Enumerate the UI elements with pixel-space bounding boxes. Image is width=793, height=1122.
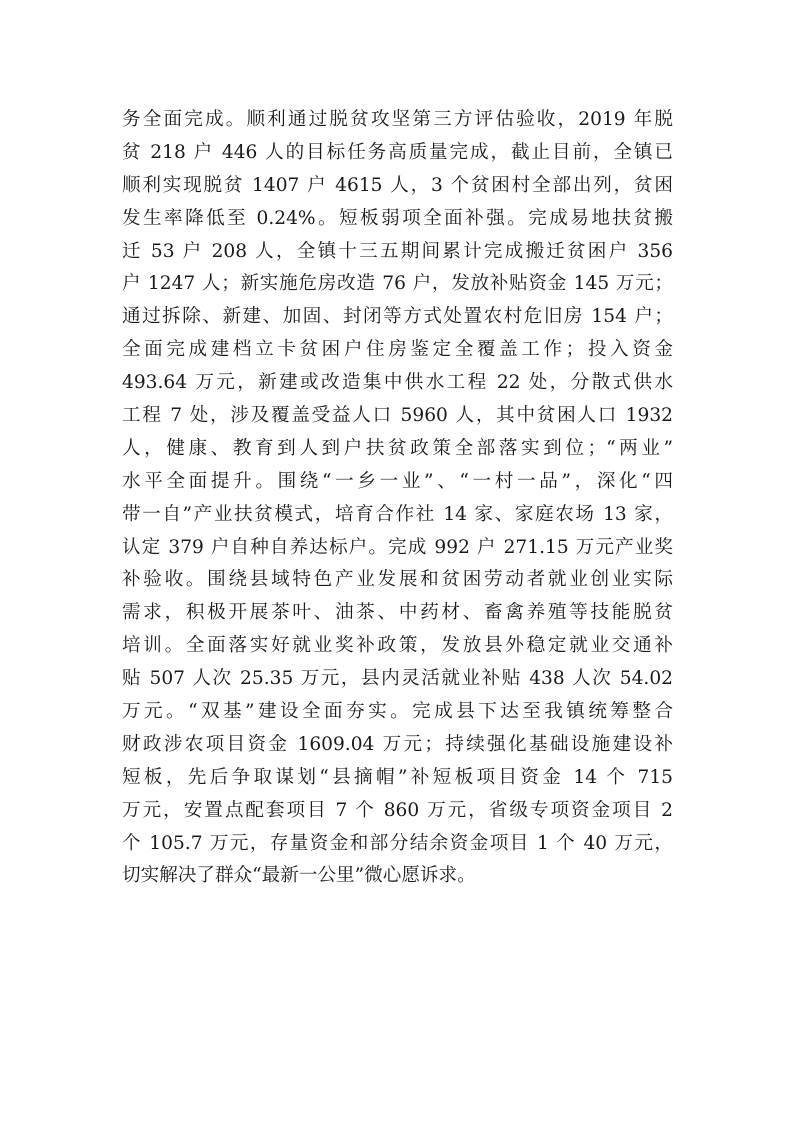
text-line: 493.64 万元，新建或改造集中供水工程 22 处，分散式供水 bbox=[122, 372, 673, 394]
text-line: 个 105.7 万元，存量资金和部分结余资金项目 1 个 40 万元， bbox=[122, 832, 673, 854]
text-line-last: 切实解决了群众“最新一公里”微心愿诉求。 bbox=[122, 865, 476, 887]
text-line: 需求，积极开展茶叶、油茶、中药材、畜禽养殖等技能脱贫 bbox=[122, 602, 673, 624]
text-line: 人，健康、教育到人到户扶贫政策全部落实到位；“两业” bbox=[122, 437, 673, 459]
text-line: 通过拆除、新建、加固、封闭等方式处置农村危旧房 154 户； bbox=[122, 306, 673, 328]
text-line: 财政涉农项目资金 1609.04 万元；持续强化基础设施建设补 bbox=[122, 733, 673, 755]
text-line: 带一自”产业扶贫模式，培育合作社 14 家、家庭农场 13 家， bbox=[122, 503, 673, 525]
text-line: 迁 53 户 208 人，全镇十三五期间累计完成搬迁贫困户 356 bbox=[122, 240, 673, 262]
body-paragraph bbox=[122, 104, 673, 893]
text-line: 全面完成建档立卡贫困户住房鉴定全覆盖工作；投入资金 bbox=[122, 339, 673, 361]
text-line: 认定 379 户自种自养达标户。完成 992 户 271.15 万元产业奖 bbox=[122, 536, 673, 558]
text-line: 万元。“双基”建设全面夯实。完成县下达至我镇统筹整合 bbox=[122, 701, 673, 723]
text-line: 贫 218 户 446 人的目标任务高质量完成，截止目前，全镇已 bbox=[122, 141, 673, 163]
text-line: 发生率降低至 0.24%。短板弱项全面补强。完成易地扶贫搬 bbox=[122, 207, 673, 229]
text-line: 短板，先后争取谋划“县摘帽”补短板项目资金 14 个 715 bbox=[122, 766, 673, 788]
text-line: 户 1247 人；新实施危房改造 76 户，发放补贴资金 145 万元； bbox=[122, 273, 673, 295]
text-line: 万元，安置点配套项目 7 个 860 万元，省级专项资金项目 2 bbox=[122, 799, 673, 821]
text-line: 补验收。围绕县域特色产业发展和贫困劳动者就业创业实际 bbox=[122, 569, 673, 591]
text-line: 培训。全面落实好就业奖补政策，发放县外稳定就业交通补 bbox=[122, 635, 673, 657]
text-line: 务全面完成。顺利通过脱贫攻坚第三方评估验收，2019 年脱 bbox=[122, 109, 673, 130]
text-line: 顺利实现脱贫 1407 户 4615 人，3 个贫困村全部出列，贫困 bbox=[122, 174, 673, 196]
text-line: 工程 7 处，涉及覆盖受益人口 5960 人，其中贫困人口 1932 bbox=[122, 405, 673, 427]
text-line: 水平全面提升。围绕“一乡一业”、“一村一品”，深化“四 bbox=[122, 470, 673, 492]
text-line: 贴 507 人次 25.35 万元，县内灵活就业补贴 438 人次 54.02 bbox=[122, 668, 673, 690]
